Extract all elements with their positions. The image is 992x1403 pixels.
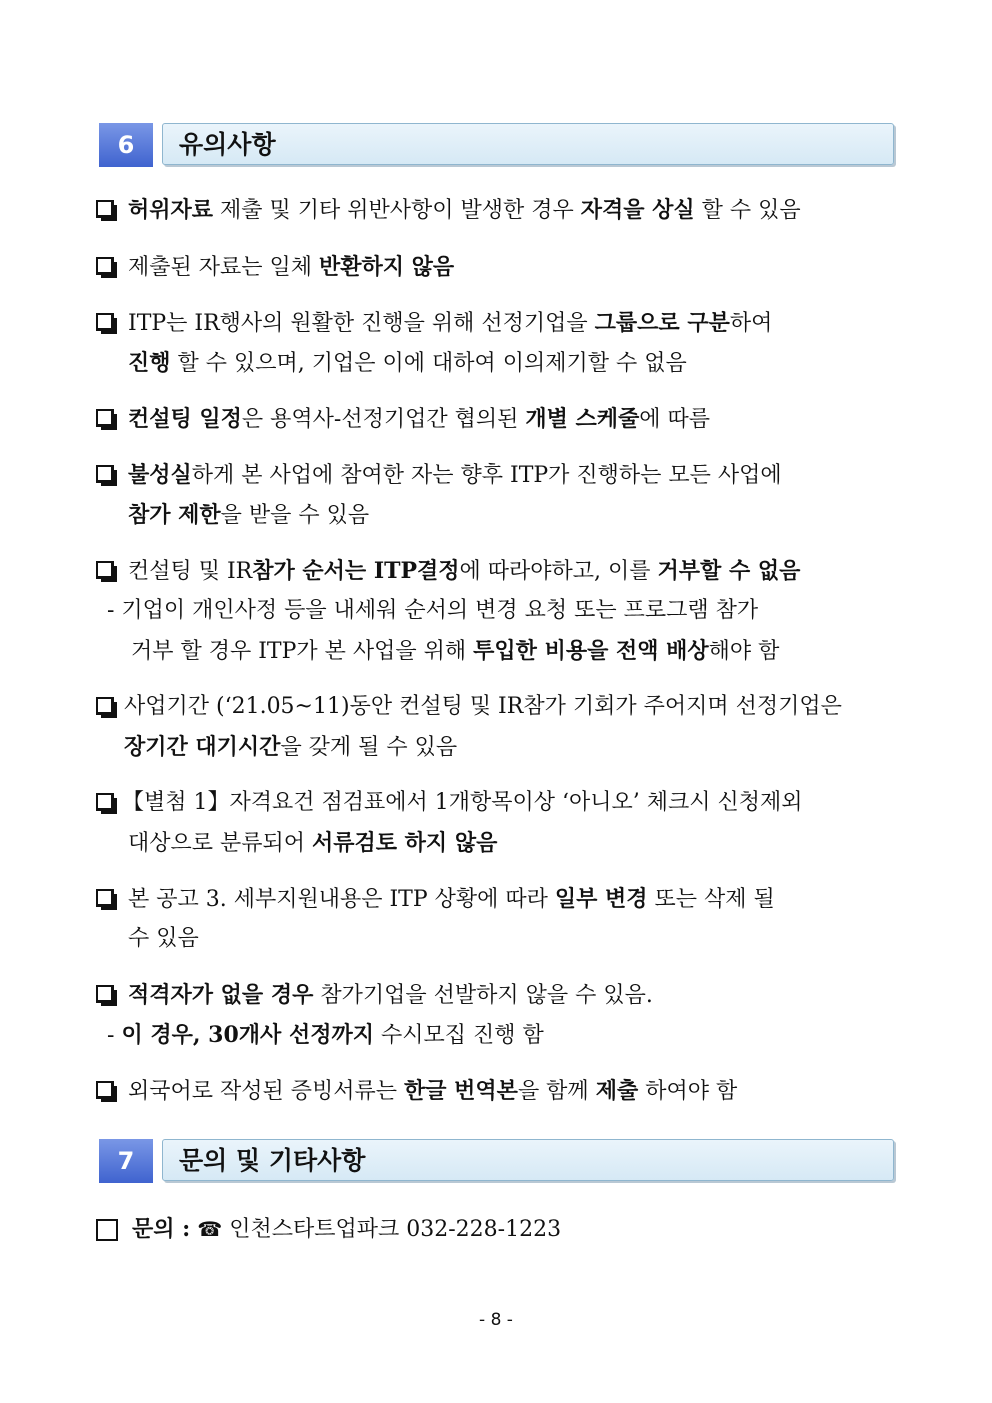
notice-item-3-line-2: 진행 할 수 있으며, 기업은 이에 대하여 이의제기할 수 없음 xyxy=(128,350,687,376)
contact-text: 인천스타트업파크 032-228-1223 xyxy=(229,1217,562,1242)
notice-item-8-line-1: 【별첨 1】자격요건 점검표에서 1개항목이상 ‘아니오’ 체크시 신청제외 xyxy=(122,790,803,815)
square-bullet-icon xyxy=(96,465,116,485)
square-bullet-icon xyxy=(96,1081,116,1101)
notice-item-10: 적격자가 없을 경우 참가기업을 선발하지 않을 수 있음. xyxy=(128,982,653,1008)
square-bullet-icon xyxy=(96,889,116,909)
square-bullet-icon xyxy=(96,985,116,1005)
contact-label: 문의 : xyxy=(132,1216,191,1242)
square-bullet-icon xyxy=(96,409,116,429)
square-bullet-icon xyxy=(96,257,116,277)
contact-line xyxy=(132,1214,561,1245)
notice-item-6-sub-1: - 기업이 개인사정 등을 내세워 순서의 변경 요청 또는 프로그램 참가 xyxy=(107,598,759,623)
notice-item-7-line-2: 장기간 대기시간을 갖게 될 수 있음 xyxy=(124,734,458,760)
notice-item-5-line-1: 불성실하게 본 사업에 참여한 자는 향후 ITP가 진행하는 모든 사업에 xyxy=(128,462,782,488)
section-number: 6 xyxy=(99,123,153,167)
notice-item-7-line-1: 사업기간 (‘21.05~11)동안 컨설팅 및 IR참가 기회가 주어지며 선정기업은 xyxy=(124,694,842,719)
notice-item-11: 외국어로 작성된 증빙서류는 한글 번역본을 함께 제출 하여야 함 xyxy=(128,1078,738,1104)
notice-item-5-line-2: 참가 제한을 받을 수 있음 xyxy=(128,502,370,528)
notice-item-4: 컨설팅 일정은 용역사-선정기업간 협의된 개별 스케줄에 따름 xyxy=(128,406,711,432)
square-bullet-icon xyxy=(96,200,116,220)
section-6-header xyxy=(99,123,894,167)
notice-item-9-line-2: 수 있음 xyxy=(128,926,199,951)
section-number: 7 xyxy=(99,1139,153,1183)
notice-item-2: 제출된 자료는 일체 반환하지 않음 xyxy=(128,254,455,280)
section-7-header xyxy=(99,1139,894,1183)
notice-item-6: 컨설팅 및 IR참가 순서는 ITP결정에 따라야하고, 이를 거부할 수 없음 xyxy=(128,558,801,584)
square-bullet-icon xyxy=(96,313,116,333)
section-title: 문의 및 기타사항 xyxy=(162,1139,894,1181)
phone-icon: ☎ xyxy=(197,1217,223,1241)
notice-item-3-line-1: ITP는 IR행사의 원활한 진행을 위해 선정기업을 그룹으로 구분하여 xyxy=(128,310,773,336)
square-bullet-icon xyxy=(96,793,116,813)
notice-item-9-line-1: 본 공고 3. 세부지원내용은 ITP 상황에 따라 일부 변경 또는 삭제 될 xyxy=(128,886,775,912)
section-title: 유의사항 xyxy=(162,123,894,165)
notice-item-6-sub-2: 거부 할 경우 ITP가 본 사업을 위해 투입한 비용을 전액 배상해야 함 xyxy=(131,638,780,664)
notice-item-8-line-2: 대상으로 분류되어 서류검토 하지 않음 xyxy=(128,830,498,856)
notice-item-1: 허위자료 제출 및 기타 위반사항이 발생한 경우 자격을 상실 할 수 있음 xyxy=(128,197,801,223)
notice-item-10-sub: - 이 경우, 30개사 선정까지 수시모집 진행 함 xyxy=(107,1022,544,1048)
empty-square-bullet-icon xyxy=(96,1219,118,1241)
page-number: - 8 - xyxy=(479,1310,513,1330)
square-bullet-icon xyxy=(96,561,116,581)
square-bullet-icon xyxy=(96,697,116,717)
